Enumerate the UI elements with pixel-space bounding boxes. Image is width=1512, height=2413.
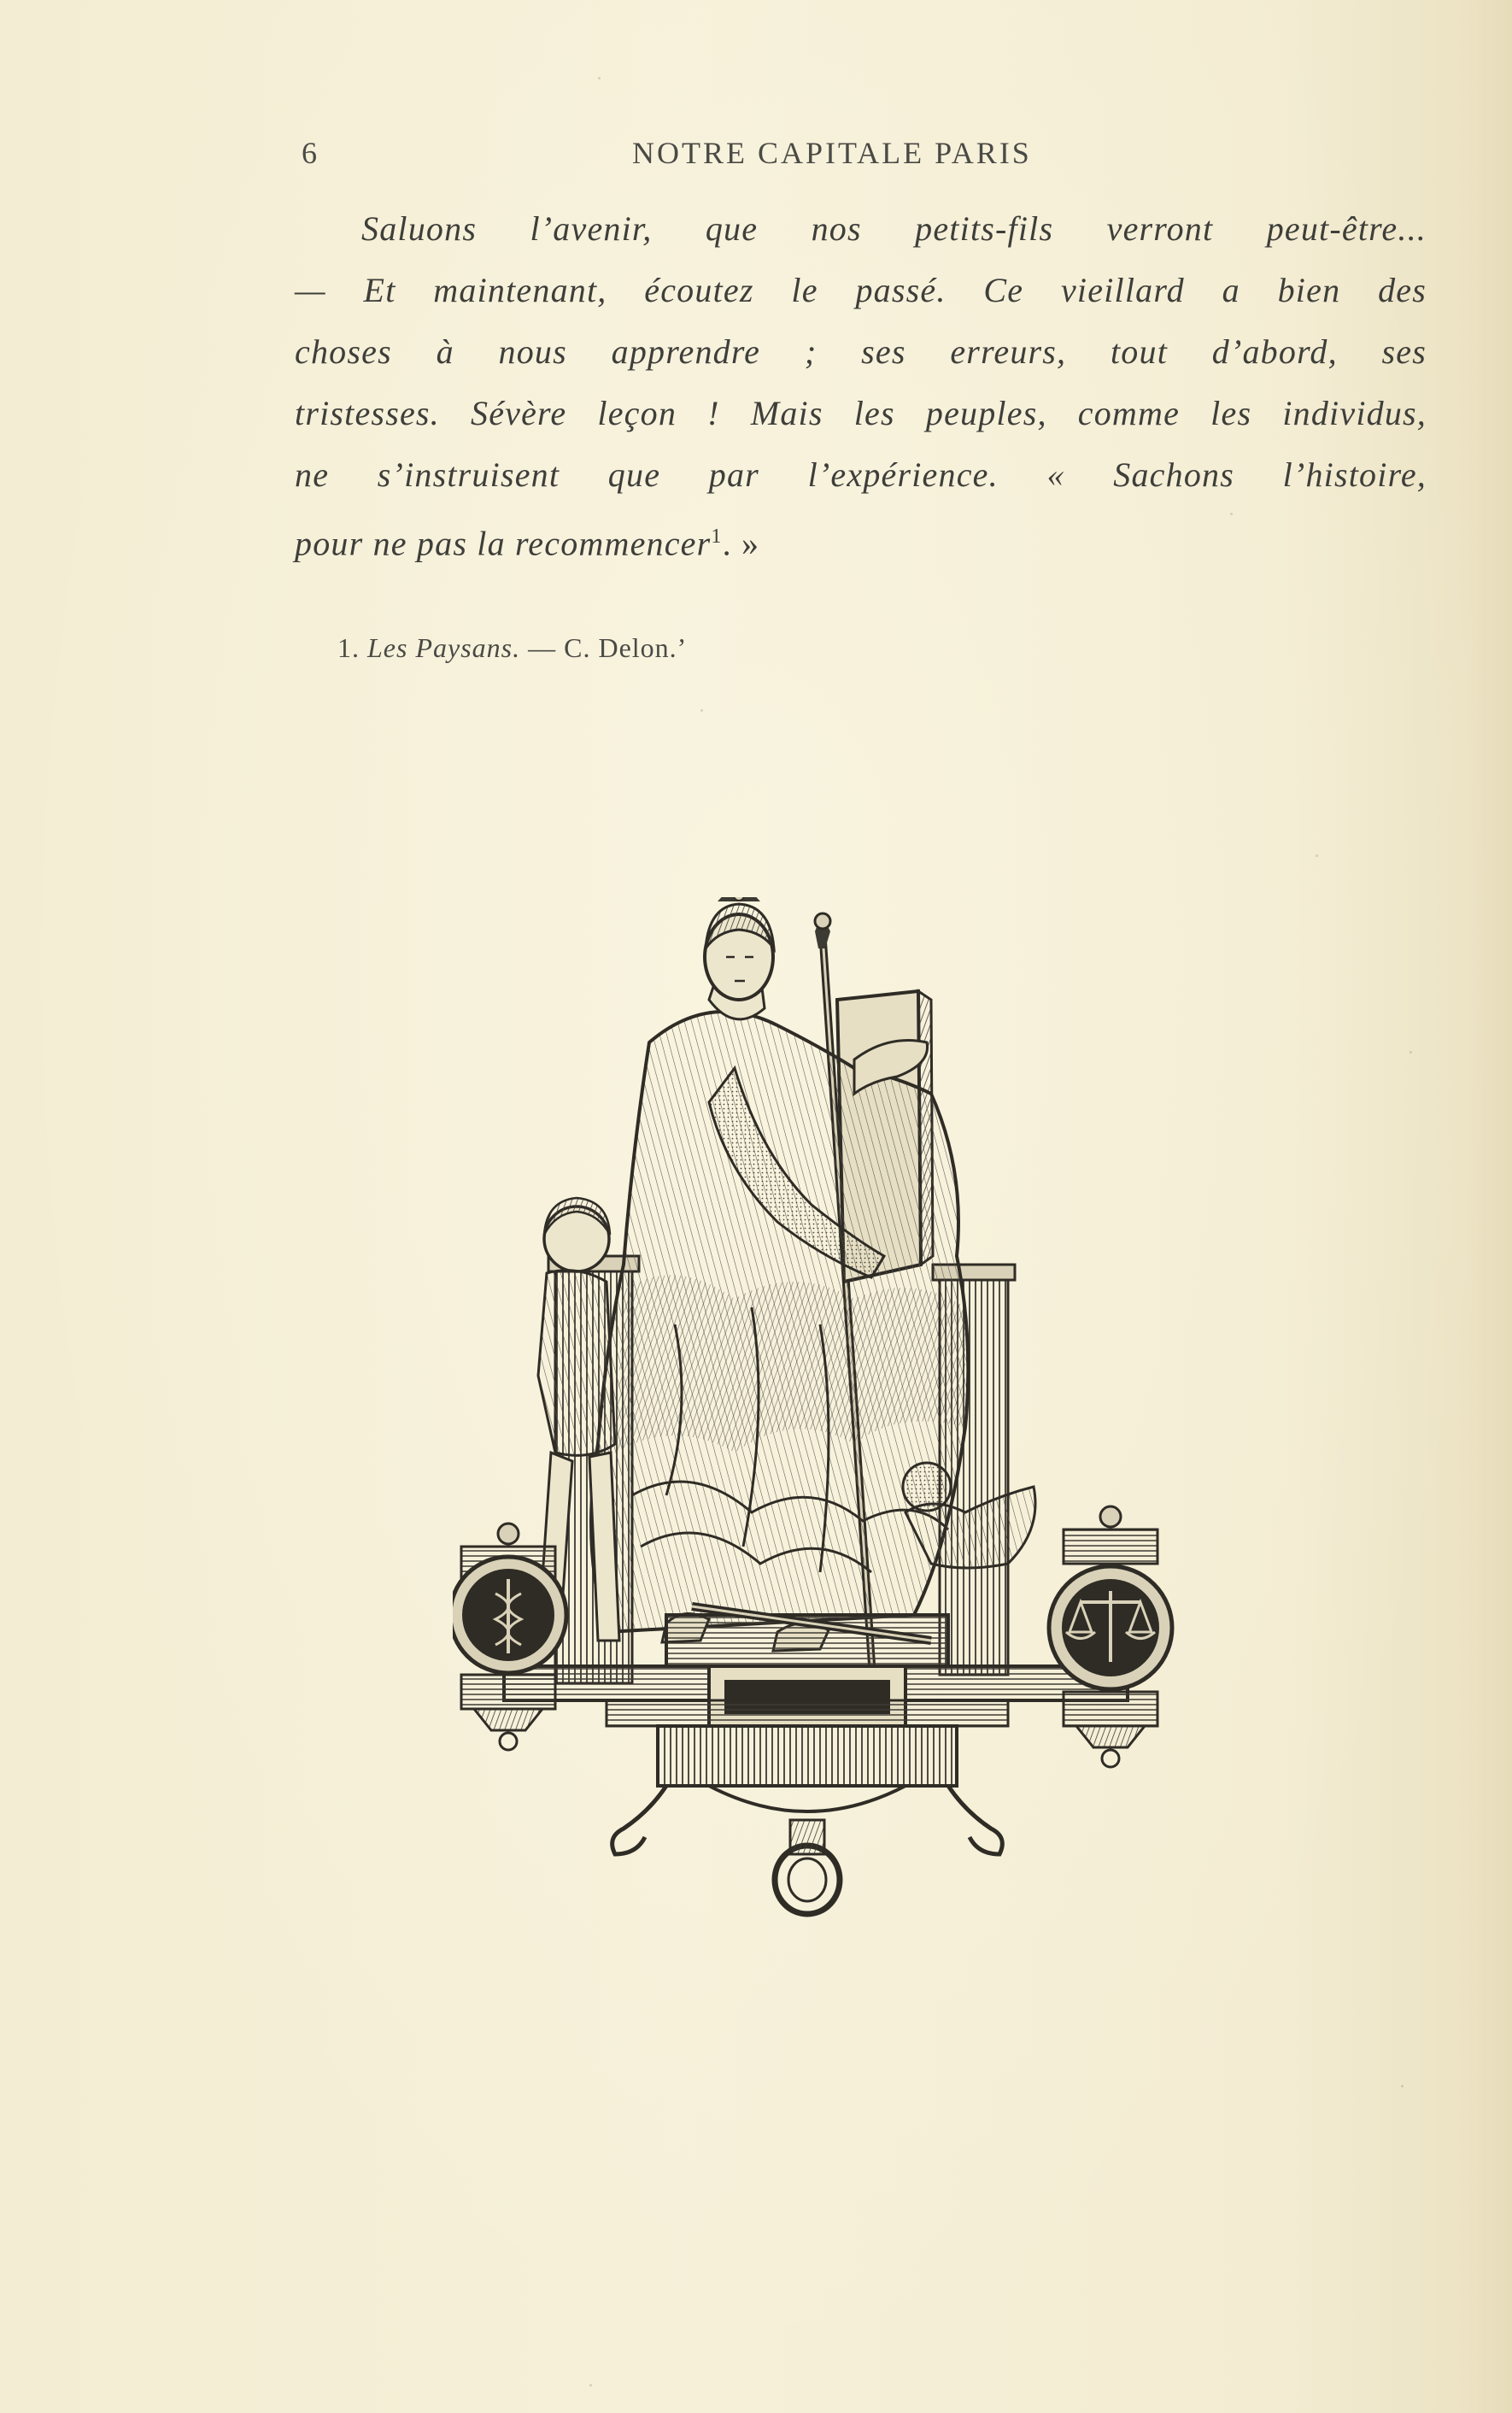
paper-speck (598, 77, 601, 79)
paper-speck (1316, 854, 1318, 857)
body-paragraph (295, 198, 1427, 567)
footnote-number: 1. (337, 632, 360, 663)
allegorical-enthroned-woman-icon (453, 897, 1179, 1940)
body-line-3: choses à nous apprendre ; ses erreurs, tout d’abord, ses (295, 332, 1427, 371)
footnote-title: Les Paysans. (367, 632, 521, 663)
running-header (295, 135, 1431, 178)
paper-speck (589, 2384, 592, 2387)
body-line-4: tristesses. Sévère leçon ! Mais les peuples, comme les individus, (295, 394, 1427, 432)
paper-speck (1409, 1051, 1412, 1054)
paper-speck (1230, 513, 1233, 515)
running-title: NOTRE CAPITALE PARIS (632, 136, 1032, 170)
paper-speck (1401, 2085, 1404, 2087)
body-line-6 (295, 506, 1427, 567)
footnote-reference: 1 (711, 525, 723, 548)
page-number: 6 (302, 136, 319, 170)
body-line-5: ne s’instruisent que par l’expérience. « Sachons l’histoire, (295, 455, 1427, 494)
footnote (337, 632, 687, 664)
left-medallion (453, 1524, 566, 1750)
closing-quote: . » (722, 524, 760, 563)
body-line-2: — Et maintenant, écoutez le passé. Ce vieillard a bien des (295, 271, 1427, 309)
body-line-1: Saluons l’avenir, que nos petits-fils verront peut-être... (361, 209, 1427, 248)
footnote-author: — C. Delon.’ (528, 632, 688, 663)
body-line-6-text: pour ne pas la recommencer (295, 524, 712, 563)
paper-speck (700, 709, 703, 712)
right-medallion (1049, 1506, 1172, 1767)
